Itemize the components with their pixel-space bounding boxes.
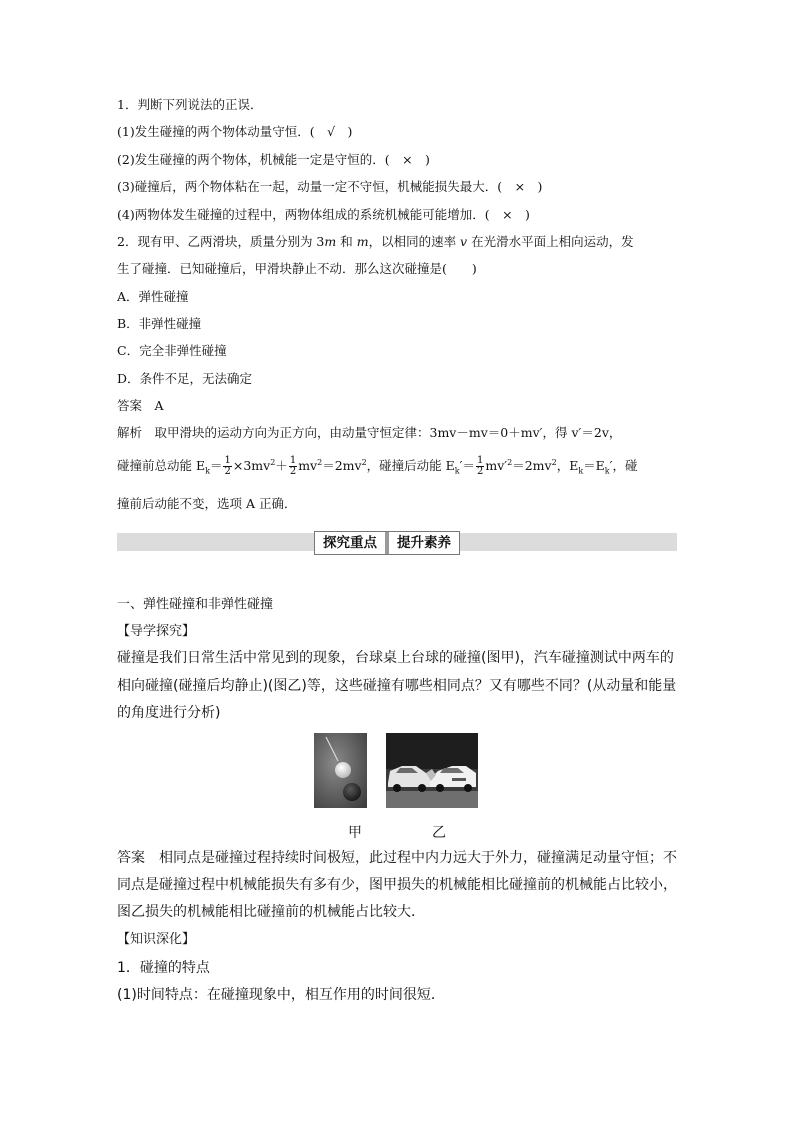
banner-tab-improve: 提升素养 [385, 532, 459, 554]
car-crash-photo [386, 733, 478, 808]
statement-1: (1)发生碰撞的两个物体动量守恒．( √ ) [117, 124, 353, 139]
analysis-line-1: 解析 取甲滑块的运动方向为正方向，由动量守恒定律：3mv－mv＝0＋mv′，得 v′＝2v， [117, 425, 622, 440]
question-2-line-1: 2．现有甲、乙两滑块，质量分别为 3m 和 m，以相同的速率 v 在光滑水平面上相向运动，发 [117, 234, 634, 249]
banner-tab-explore: 探究重点 [315, 532, 385, 554]
section-banner [314, 531, 460, 555]
answer-para-line-2: 同点是碰撞过程中机械能损失有多有少，图甲损失的机械能相比碰撞前的机械能占比较小， [117, 877, 677, 893]
caption-jia: 甲 [348, 825, 362, 841]
option-b: B．非弹性碰撞 [117, 316, 202, 331]
caption-yi: 乙 [432, 825, 446, 841]
option-c: C．完全非弹性碰撞 [117, 343, 227, 358]
answer-para-line-1: 答案 相同点是碰撞过程持续时间极短，此过程中内力远大于外力，碰撞满足动量守恒；不 [117, 850, 677, 866]
option-a: A．弹性碰撞 [117, 289, 189, 304]
knowledge-item-1a: (1)时间特点：在碰撞现象中，相互作用的时间很短． [117, 987, 445, 1003]
question-para-line-1: 碰撞是我们日常生活中常见到的现象，台球桌上台球的碰撞(图甲)，汽车碰撞测试中两车的 [117, 650, 674, 666]
analysis-line-2: 碰撞前总动能 $E_k=$ $\frac{1}{2}$ $\times 3mv^2+$ $\frac{1}{2}$ $mv^2=2mv^2$，碰撞后动能 $E_k'=$ $\frac{1}{2}$ $mv'^2=2mv^2$，$E_k=E_k'$，碰 [117, 455, 638, 477]
analysis-line-3: 撞前后动能不变，选项 A 正确． [117, 496, 297, 511]
question-para-line-3: 的角度进行分析) [117, 705, 221, 721]
fraction-half: $\frac{1}{2}$ [289, 455, 297, 477]
knowledge-item-1: 1．碰撞的特点 [117, 960, 210, 976]
statement-2: (2)发生碰撞的两个物体，机械能一定是守恒的．( × ) [117, 152, 430, 167]
question-para-line-2: 相向碰撞(碰撞后均静止)(图乙)等，这些碰撞有哪些相同点？又有哪些不同？(从动量和能量 [117, 678, 677, 694]
statement-3: (3)碰撞后，两个物体粘在一起，动量一定不守恒，机械能损失最大．( × ) [117, 179, 543, 194]
question-2-line-2: 生了碰撞．已知碰撞后，甲滑块静止不动．那么这次碰撞是( ) [117, 261, 477, 276]
billiard-collision-photo [314, 733, 367, 808]
statement-4: (4)两物体发生碰撞的过程中，两物体组成的系统机械能可能增加．( × ) [117, 207, 530, 222]
fraction-half: $\frac{1}{2}$ [476, 455, 484, 477]
answer-line: 答案 A [117, 398, 164, 413]
answer-para-line-3: 图乙损失的机械能相比碰撞前的机械能占比较大． [117, 904, 425, 920]
section-heading: 一、弹性碰撞和非弹性碰撞 [117, 597, 274, 612]
knowledge-label: 【知识深化】 [117, 932, 196, 947]
guide-label: 【导学探究】 [117, 624, 196, 639]
fraction-half: $\frac{1}{2}$ [224, 455, 231, 477]
option-d: D．条件不足，无法确定 [117, 371, 253, 386]
question-1-title: 1．判断下列说法的正误． [117, 97, 263, 112]
